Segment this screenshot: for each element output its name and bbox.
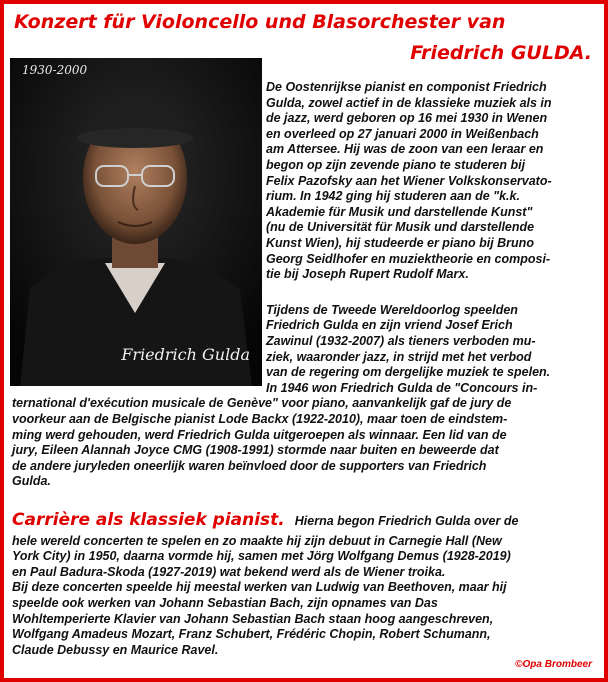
text-line: begon op zijn zevende piano te studeren bij [266,158,526,172]
text-line: de jazz, werd geboren op 16 mei 1930 in Wenen [266,111,548,126]
text-line: Claude Debussy en Maurice Ravel. [12,642,219,657]
text-line: en Paul Badura-Skoda (1927-2019) wat bekend werd als de Wiener troika. [12,564,446,579]
text-line: Georg Seidlhofer en muziektheorie en composi- [266,251,551,266]
portrait-illustration [10,58,262,386]
text-line: hele wereld concerten te spelen en zo maakte hij zijn debuut in Carnegie Hall (New [12,533,502,548]
section-heading: Carrière als klassiek pianist. [12,510,285,530]
text-line: York City) in 1950, daarna vormde hij, samen met Jörg Wolfgang Demus (1928-2019) [12,549,511,564]
text-line: am Attersee. Hij was de zoon van een leraar en [266,142,544,157]
text-line: ming werd gehouden, werd Friedrich Gulda uitgeroepen als winnaar. Een lid van de [12,427,507,442]
section-first-line: Hierna begon Friedrich Gulda over de [294,514,519,528]
photo-caption: Friedrich Gulda [121,345,250,364]
text-line: Tijdens de Tweede Wereldoorlog speelden [266,302,518,317]
credit-signature: ©Opa Brombeer [515,659,592,670]
portrait-photo [10,58,262,386]
text-line: De Oostenrijkse pianist en componist Friedrich [266,80,547,94]
text-line: Gulda, zowel actief in de klassieke muziek als in [266,95,552,110]
text-line: jury, Eileen Alannah Joyce CMG (1908-1991) stormde naar buiten en beweerde dat [12,443,499,458]
text-line: van de regering om dergelijke muziek te spelen. [266,365,551,380]
text-line: ziek, waaronder jazz, in strijd met het verbod [266,349,532,364]
text-line: rium. In 1942 ging hij studeren aan de "k.k. [266,189,520,204]
text-line: (nu de Universität für Musik und darstellende [266,220,535,235]
text-line: Wohltemperierte Klavier van Johann Sebastian Bach staan hoog aangeschreven, [12,611,494,626]
text-line: voorkeur aan de Belgische pianist Lode Backx (1922-2010), maar toen de eindstem- [12,412,508,426]
text-line: en overleed op 27 januari 2000 in Weißenbach [266,126,539,141]
text-line: Wolfgang Amadeus Mozart, Franz Schubert, Frédéric Chopin, Robert Schumann, [12,627,491,642]
text-line: de andere juryleden oneerlijk waren beïnvloed door de supporters van Friedrich [12,458,487,473]
text-line: Akademie für Musik und darstellende Kunst" [266,204,533,219]
title-line-1: Konzert für Violoncello und Blasorchester van [14,11,506,33]
text-line: Bij deze concerten speelde hij meestal werken van Ludwig van Beethoven, maar hij [12,580,507,595]
text-line: Kunst Wien), hij studeerde er piano bij Bruno [266,236,534,250]
text-line: Zawinul (1932-2007) als tieners verboden mu- [266,334,536,348]
title-line-2: Friedrich GULDA. [410,42,592,64]
text-line: tie bij Joseph Rupert Rudolf Marx. [266,267,469,282]
text-line: Gulda. [12,474,51,489]
text-line: Friedrich Gulda en zijn vriend Josef Erich [266,318,513,333]
text-line: speelde ook werken van Johann Sebastian Bach, zijn opnames van Das [12,596,438,610]
text-line: ternational d'exécution musicale de Genève" voor piano, aanvankelijk gaf de jury de [12,396,512,411]
section-heading-row [12,510,518,530]
text-line: Felix Pazofsky aan het Wiener Volkskonservato- [266,173,552,188]
photo-year-label: 1930-2000 [22,63,88,77]
text-line: In 1946 won Friedrich Gulda de "Concours in- [266,380,538,395]
